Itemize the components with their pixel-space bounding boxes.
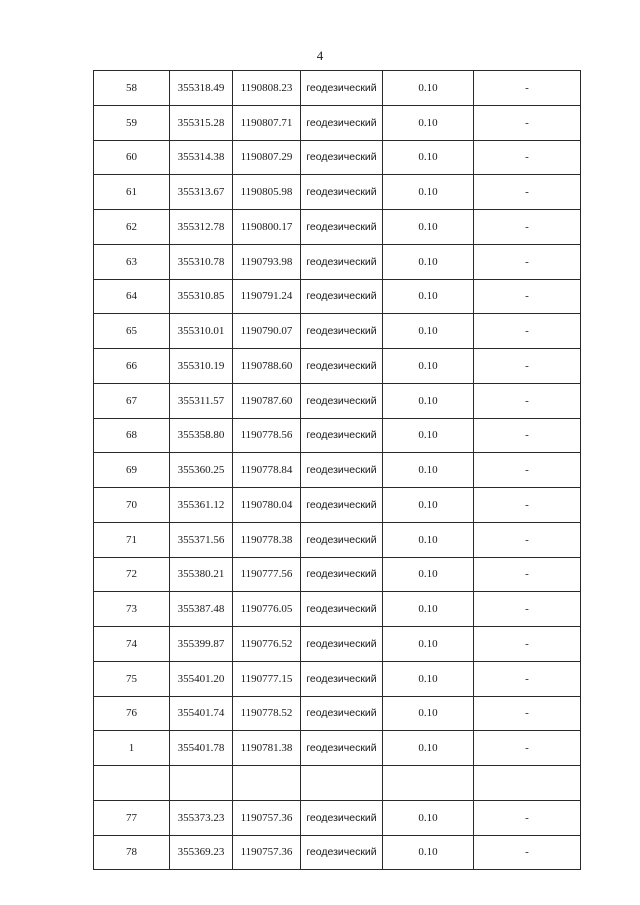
point-number-cell: 58 <box>94 71 170 106</box>
x-coordinate-cell <box>170 766 233 801</box>
table-row <box>94 696 581 731</box>
point-number-cell: 75 <box>94 661 170 696</box>
accuracy-cell: 0.10 <box>383 349 474 384</box>
table-row <box>94 488 581 523</box>
point-number-cell: 72 <box>94 557 170 592</box>
table-row <box>94 661 581 696</box>
x-coordinate-cell: 355401.74 <box>170 696 233 731</box>
x-coordinate-cell: 355310.19 <box>170 349 233 384</box>
y-coordinate-cell: 1190778.52 <box>233 696 301 731</box>
note-cell: - <box>474 522 581 557</box>
y-coordinate-cell: 1190791.24 <box>233 279 301 314</box>
x-coordinate-cell: 355401.78 <box>170 731 233 766</box>
table-row <box>94 453 581 488</box>
note-cell: - <box>474 349 581 384</box>
y-coordinate-cell: 1190793.98 <box>233 244 301 279</box>
method-cell: геодезический <box>301 71 383 106</box>
method-cell: геодезический <box>301 661 383 696</box>
accuracy-cell: 0.10 <box>383 731 474 766</box>
x-coordinate-cell: 355373.23 <box>170 800 233 835</box>
table-row <box>94 71 581 106</box>
note-cell: - <box>474 488 581 523</box>
y-coordinate-cell: 1190781.38 <box>233 731 301 766</box>
x-coordinate-cell: 355310.85 <box>170 279 233 314</box>
note-cell: - <box>474 210 581 245</box>
method-cell: геодезический <box>301 314 383 349</box>
y-coordinate-cell: 1190777.15 <box>233 661 301 696</box>
method-cell: геодезический <box>301 175 383 210</box>
x-coordinate-cell: 355314.38 <box>170 140 233 175</box>
point-number-cell: 65 <box>94 314 170 349</box>
accuracy-cell: 0.10 <box>383 453 474 488</box>
table-row <box>94 244 581 279</box>
y-coordinate-cell: 1190790.07 <box>233 314 301 349</box>
method-cell <box>301 766 383 801</box>
table-row <box>94 349 581 384</box>
note-cell: - <box>474 696 581 731</box>
accuracy-cell: 0.10 <box>383 175 474 210</box>
method-cell: геодезический <box>301 627 383 662</box>
note-cell: - <box>474 175 581 210</box>
point-number-cell: 68 <box>94 418 170 453</box>
table-row <box>94 800 581 835</box>
accuracy-cell: 0.10 <box>383 592 474 627</box>
coordinates-table <box>93 70 581 870</box>
y-coordinate-cell: 1190778.84 <box>233 453 301 488</box>
accuracy-cell: 0.10 <box>383 210 474 245</box>
note-cell: - <box>474 453 581 488</box>
note-cell: - <box>474 418 581 453</box>
table-row <box>94 140 581 175</box>
table-row <box>94 522 581 557</box>
point-number-cell: 70 <box>94 488 170 523</box>
method-cell: геодезический <box>301 488 383 523</box>
point-number-cell: 67 <box>94 383 170 418</box>
accuracy-cell: 0.10 <box>383 279 474 314</box>
note-cell: - <box>474 800 581 835</box>
note-cell: - <box>474 731 581 766</box>
table-row <box>94 105 581 140</box>
method-cell: геодезический <box>301 244 383 279</box>
method-cell: геодезический <box>301 418 383 453</box>
accuracy-cell: 0.10 <box>383 696 474 731</box>
y-coordinate-cell: 1190800.17 <box>233 210 301 245</box>
y-coordinate-cell: 1190757.36 <box>233 835 301 870</box>
y-coordinate-cell <box>233 766 301 801</box>
y-coordinate-cell: 1190787.60 <box>233 383 301 418</box>
accuracy-cell: 0.10 <box>383 314 474 349</box>
point-number-cell: 61 <box>94 175 170 210</box>
point-number-cell: 71 <box>94 522 170 557</box>
point-number-cell: 76 <box>94 696 170 731</box>
method-cell: геодезический <box>301 383 383 418</box>
method-cell: геодезический <box>301 105 383 140</box>
note-cell: - <box>474 279 581 314</box>
method-cell: геодезический <box>301 453 383 488</box>
accuracy-cell: 0.10 <box>383 627 474 662</box>
table-row <box>94 210 581 245</box>
y-coordinate-cell: 1190780.04 <box>233 488 301 523</box>
point-number-cell: 64 <box>94 279 170 314</box>
method-cell: геодезический <box>301 696 383 731</box>
method-cell: геодезический <box>301 592 383 627</box>
point-number-cell: 77 <box>94 800 170 835</box>
accuracy-cell: 0.10 <box>383 488 474 523</box>
table-row <box>94 279 581 314</box>
point-number-cell: 60 <box>94 140 170 175</box>
x-coordinate-cell: 355318.49 <box>170 71 233 106</box>
coordinates-table-body <box>94 71 581 870</box>
note-cell: - <box>474 661 581 696</box>
point-number-cell: 74 <box>94 627 170 662</box>
table-row <box>94 175 581 210</box>
x-coordinate-cell: 355401.20 <box>170 661 233 696</box>
point-number-cell: 73 <box>94 592 170 627</box>
y-coordinate-cell: 1190778.38 <box>233 522 301 557</box>
point-number-cell: 62 <box>94 210 170 245</box>
point-number-cell: 59 <box>94 105 170 140</box>
table-row <box>94 766 581 801</box>
table-row <box>94 731 581 766</box>
table-row <box>94 835 581 870</box>
y-coordinate-cell: 1190777.56 <box>233 557 301 592</box>
page-number: 4 <box>316 48 324 63</box>
accuracy-cell: 0.10 <box>383 835 474 870</box>
method-cell: геодезический <box>301 279 383 314</box>
method-cell: геодезический <box>301 557 383 592</box>
table-row <box>94 557 581 592</box>
x-coordinate-cell: 355358.80 <box>170 418 233 453</box>
x-coordinate-cell: 355315.28 <box>170 105 233 140</box>
note-cell: - <box>474 835 581 870</box>
note-cell: - <box>474 383 581 418</box>
note-cell: - <box>474 314 581 349</box>
x-coordinate-cell: 355387.48 <box>170 592 233 627</box>
note-cell: - <box>474 71 581 106</box>
x-coordinate-cell: 355310.01 <box>170 314 233 349</box>
method-cell: геодезический <box>301 835 383 870</box>
accuracy-cell: 0.10 <box>383 800 474 835</box>
y-coordinate-cell: 1190807.71 <box>233 105 301 140</box>
note-cell: - <box>474 140 581 175</box>
x-coordinate-cell: 355360.25 <box>170 453 233 488</box>
x-coordinate-cell: 355311.57 <box>170 383 233 418</box>
x-coordinate-cell: 355380.21 <box>170 557 233 592</box>
table-row <box>94 314 581 349</box>
note-cell: - <box>474 627 581 662</box>
x-coordinate-cell: 355369.23 <box>170 835 233 870</box>
x-coordinate-cell: 355310.78 <box>170 244 233 279</box>
method-cell: геодезический <box>301 800 383 835</box>
y-coordinate-cell: 1190788.60 <box>233 349 301 384</box>
accuracy-cell: 0.10 <box>383 71 474 106</box>
accuracy-cell: 0.10 <box>383 383 474 418</box>
x-coordinate-cell: 355313.67 <box>170 175 233 210</box>
point-number-cell: 1 <box>94 731 170 766</box>
y-coordinate-cell: 1190757.36 <box>233 800 301 835</box>
point-number-cell: 78 <box>94 835 170 870</box>
y-coordinate-cell: 1190776.52 <box>233 627 301 662</box>
point-number-cell: 63 <box>94 244 170 279</box>
accuracy-cell: 0.10 <box>383 557 474 592</box>
accuracy-cell: 0.10 <box>383 244 474 279</box>
table-row <box>94 418 581 453</box>
method-cell: геодезический <box>301 522 383 557</box>
table-row <box>94 383 581 418</box>
y-coordinate-cell: 1190807.29 <box>233 140 301 175</box>
y-coordinate-cell: 1190805.98 <box>233 175 301 210</box>
method-cell: геодезический <box>301 210 383 245</box>
x-coordinate-cell: 355399.87 <box>170 627 233 662</box>
note-cell: - <box>474 105 581 140</box>
note-cell: - <box>474 244 581 279</box>
y-coordinate-cell: 1190778.56 <box>233 418 301 453</box>
y-coordinate-cell: 1190776.05 <box>233 592 301 627</box>
y-coordinate-cell: 1190808.23 <box>233 71 301 106</box>
method-cell: геодезический <box>301 349 383 384</box>
point-number-cell: 69 <box>94 453 170 488</box>
x-coordinate-cell: 355361.12 <box>170 488 233 523</box>
accuracy-cell: 0.10 <box>383 140 474 175</box>
accuracy-cell: 0.10 <box>383 661 474 696</box>
table-row <box>94 592 581 627</box>
table-row <box>94 627 581 662</box>
note-cell: - <box>474 592 581 627</box>
note-cell <box>474 766 581 801</box>
accuracy-cell <box>383 766 474 801</box>
x-coordinate-cell: 355371.56 <box>170 522 233 557</box>
note-cell: - <box>474 557 581 592</box>
point-number-cell <box>94 766 170 801</box>
accuracy-cell: 0.10 <box>383 418 474 453</box>
method-cell: геодезический <box>301 140 383 175</box>
method-cell: геодезический <box>301 731 383 766</box>
point-number-cell: 66 <box>94 349 170 384</box>
accuracy-cell: 0.10 <box>383 105 474 140</box>
x-coordinate-cell: 355312.78 <box>170 210 233 245</box>
accuracy-cell: 0.10 <box>383 522 474 557</box>
